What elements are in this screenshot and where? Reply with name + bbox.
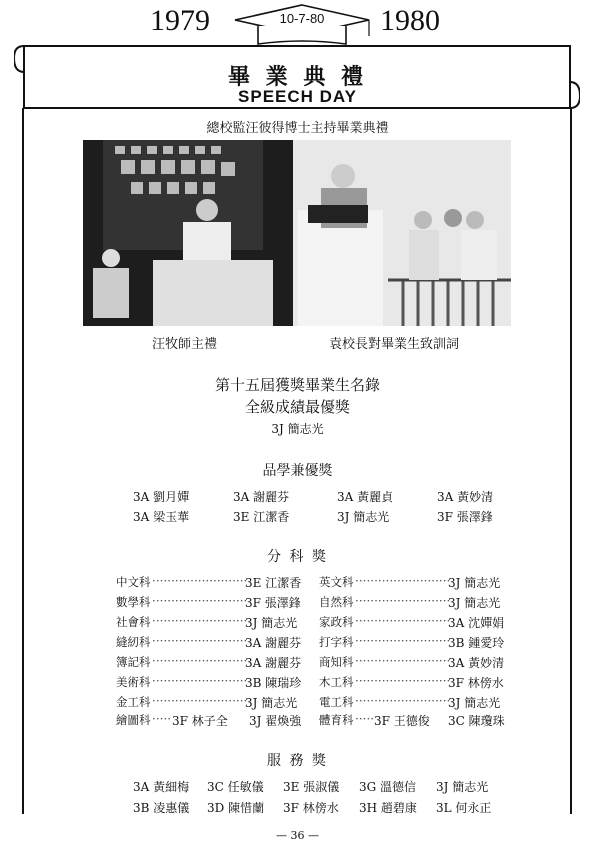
subject-label: 中文科 xyxy=(116,575,151,589)
leader-dots: ························· xyxy=(152,594,248,608)
subject-winner: 3B 陳瑞珍 xyxy=(245,676,302,690)
subject-winner: 3J 簡志光 xyxy=(448,696,501,710)
subject-winner: 3F 王德俊 xyxy=(374,714,430,728)
service-name: 3J 簡志光 xyxy=(436,780,489,794)
leader-dots: ························· xyxy=(152,614,248,628)
subject-label: 英文科 xyxy=(319,575,354,589)
leader-dots: ························· xyxy=(355,654,451,668)
leader-dots: ························· xyxy=(355,614,451,628)
leader-dots: ························· xyxy=(355,634,451,648)
service-name: 3H 趙碧康 xyxy=(359,801,417,815)
leader-dots: ························· xyxy=(152,674,248,688)
subject-winner: 3F 張澤鋒 xyxy=(245,596,301,610)
subject-winner: 3J 簡志光 xyxy=(448,596,501,610)
year-right: 1980 xyxy=(380,4,440,37)
subject-winner: 3J 簡志光 xyxy=(245,696,298,710)
service-name: 3B 凌惠儀 xyxy=(133,801,190,815)
subject-label: 打字科 xyxy=(319,635,354,649)
title-chinese: 畢 業 典 禮 xyxy=(228,65,367,90)
conduct-name: 3F 張澤鋒 xyxy=(437,510,493,524)
leader-dots: ························· xyxy=(355,594,451,608)
subject-winner: 3A 謝麗芬 xyxy=(245,636,302,650)
subject-winner: 3E 江潔香 xyxy=(245,576,302,590)
subject-label: 繪圖科 xyxy=(116,713,151,727)
top-award-winner: 3J 簡志光 xyxy=(271,422,324,436)
service-heading: 服 務 獎 xyxy=(267,753,328,769)
subject-label: 自然科 xyxy=(319,595,354,609)
ceremony-photo xyxy=(83,140,511,326)
subject-winner: 3F 林傍水 xyxy=(448,676,504,690)
leader-dots: ························· xyxy=(355,674,451,688)
conduct-heading: 品學兼優獎 xyxy=(262,463,333,479)
service-name: 3A 黃細梅 xyxy=(133,780,190,794)
subjects-heading: 分 科 獎 xyxy=(267,549,328,565)
subject-label: 縫紉科 xyxy=(116,635,151,649)
subject-label: 社會科 xyxy=(116,615,151,629)
subject-label: 商知科 xyxy=(319,655,354,669)
service-name: 3D 陳惜蘭 xyxy=(207,801,265,815)
conduct-name: 3E 江潔香 xyxy=(233,510,290,524)
page-number: — 36 — xyxy=(276,829,319,842)
leader-dots: ························· xyxy=(152,694,248,708)
subject-winner: 3A 沈嬋娟 xyxy=(448,616,505,630)
conduct-name: 3A 劉月嬋 xyxy=(133,490,190,504)
subject-label: 體育科 xyxy=(319,713,354,727)
service-name: 3E 張淑儀 xyxy=(283,780,340,794)
subject-winner: 3A 黃妙清 xyxy=(448,656,505,670)
date-label: 10-7-80 xyxy=(279,11,325,26)
subject-winner: 3F 林子全 xyxy=(172,714,228,728)
leader-dots: ························· xyxy=(355,694,451,708)
conduct-name: 3A 黃妙清 xyxy=(437,490,494,504)
service-name: 3G 溫德信 xyxy=(359,780,417,794)
subject-label: 簿記科 xyxy=(116,655,151,669)
leader-dots: ····· xyxy=(355,712,375,726)
service-name: 3L 何永正 xyxy=(436,801,492,815)
subject-winner: 3J 簡志光 xyxy=(448,576,501,590)
service-name: 3C 任敏儀 xyxy=(207,780,264,794)
subtitle: 總校監汪彼得博士主持畢業典禮 xyxy=(206,121,389,136)
title-english: SPEECH DAY xyxy=(238,87,357,106)
top-award-title: 全級成績最優獎 xyxy=(244,398,350,416)
subject-winner: 3A 謝麗芬 xyxy=(245,656,302,670)
leader-dots: ························· xyxy=(152,654,248,668)
subject-label: 家政科 xyxy=(319,615,354,629)
year-left: 1979 xyxy=(150,4,210,37)
photo-caption-right: 袁校長對畢業生致訓詞 xyxy=(329,337,460,352)
leader-dots: ························· xyxy=(355,574,451,588)
leader-dots: ························· xyxy=(152,634,248,648)
subject-label: 美術科 xyxy=(116,675,151,689)
conduct-name: 3J 簡志光 xyxy=(337,510,390,524)
subject-winner: 3J 簡志光 xyxy=(245,616,298,630)
conduct-name: 3A 梁玉華 xyxy=(133,510,190,524)
service-name: 3F 林傍水 xyxy=(283,801,339,815)
conduct-name: 3A 謝麗芬 xyxy=(233,490,290,504)
subject-label: 數學科 xyxy=(116,595,151,609)
leader-dots: ························· xyxy=(152,574,248,588)
leader-dots: ····· xyxy=(152,712,172,726)
subject-label: 木工科 xyxy=(319,675,354,689)
subject-winner: 3J 翟煥強 xyxy=(249,714,302,728)
photo-caption-left: 汪牧師主禮 xyxy=(152,337,218,352)
subject-label: 金工科 xyxy=(116,695,151,709)
honours-heading: 第十五屆獲獎畢業生名錄 xyxy=(214,376,380,394)
subject-label: 電工科 xyxy=(319,695,354,709)
subject-winner: 3B 鍾愛玲 xyxy=(448,636,505,650)
conduct-name: 3A 黃麗貞 xyxy=(337,490,394,504)
subject-winner: 3C 陳瓊珠 xyxy=(448,714,505,728)
